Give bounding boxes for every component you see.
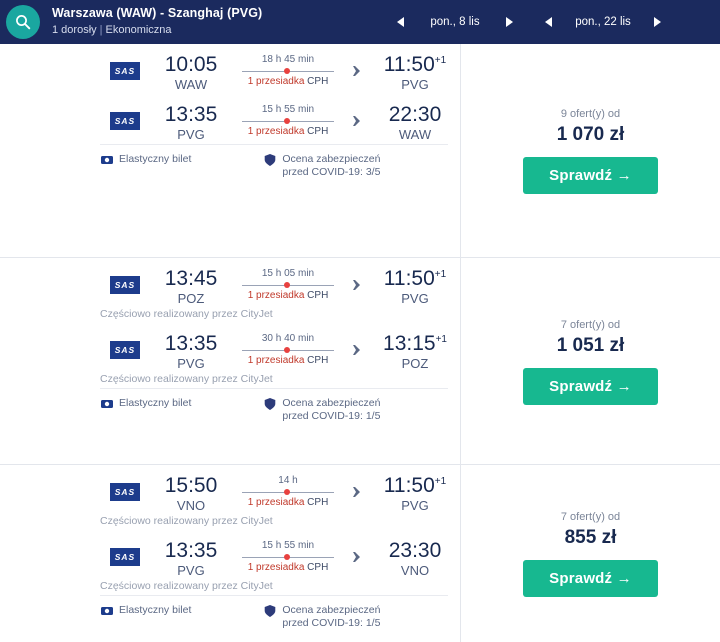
- operated-by-note: Częściowo realizowany przez CityJet: [100, 373, 273, 385]
- flexible-ticket-icon: [100, 153, 114, 167]
- outbound-next-day-button[interactable]: [498, 0, 520, 44]
- plane-icon: [342, 114, 364, 128]
- airline-logo: SAS: [110, 112, 140, 130]
- departure-airport: WAW: [174, 77, 208, 92]
- covid-rating-label: [282, 604, 380, 630]
- plane-icon: [342, 485, 364, 499]
- itinerary-badges: [100, 144, 448, 189]
- departure-time: 15:50: [164, 474, 218, 497]
- plane-icon: [342, 550, 364, 564]
- leg-middle: [238, 333, 338, 367]
- stop-dot-icon: [284, 282, 290, 288]
- arrival-time: 22:30: [388, 103, 442, 126]
- leg-stops: 1 przesiadka CPH: [247, 355, 329, 366]
- date-navigation: [390, 0, 668, 44]
- leg-duration: 18 h 45 min: [261, 54, 315, 65]
- shield-icon: [263, 604, 277, 618]
- search-icon: [15, 14, 31, 30]
- offers-count: 7 ofert(y) od: [560, 318, 621, 331]
- covid-rating-line2: przed COVID-19: 1/5: [282, 617, 381, 629]
- leg-stops: 1 przesiadka CPH: [247, 497, 329, 508]
- arrival-time: $11:50^{+1}$: [383, 267, 447, 290]
- return-date-label[interactable]: pon., 22 lis: [575, 16, 631, 28]
- price-amount: 1 051 zł: [556, 334, 625, 356]
- outbound-date-group: [390, 0, 520, 44]
- arrival-time: $13:15^{+1}$: [383, 332, 447, 355]
- departure-airport: POZ: [177, 291, 205, 306]
- flexible-ticket-icon: [100, 397, 114, 411]
- arrival-time: $11:50^{+1}$: [383, 53, 447, 76]
- flight-leg: [0, 94, 460, 144]
- itinerary-card[interactable]: [0, 258, 460, 465]
- flexible-ticket-icon: [100, 604, 114, 618]
- covid-rating-line1: Ocena zabezpieczeń: [282, 153, 381, 165]
- flight-leg: [0, 530, 460, 580]
- departure-airport: PVG: [177, 356, 205, 371]
- stop-airport-code: CPH: [307, 355, 329, 366]
- leg-line: [238, 552, 338, 562]
- stop-dot-icon: [284, 489, 290, 495]
- covid-rating-line1: Ocena zabezpieczeń: [282, 604, 381, 616]
- price-list: [460, 44, 720, 642]
- arrival-time: $11:50^{+1}$: [383, 474, 447, 497]
- arrival-airport: PVG: [401, 291, 429, 306]
- arrival-block: [372, 263, 458, 307]
- chevron-right-icon: [504, 16, 514, 28]
- leg-middle: [238, 540, 338, 574]
- departure-time: 10:05: [164, 53, 218, 76]
- arrival-airport: POZ: [401, 356, 429, 371]
- outbound-prev-day-button[interactable]: [390, 0, 412, 44]
- leg-line: [238, 66, 338, 76]
- covid-rating-label: [282, 153, 380, 179]
- arrival-airport: PVG: [401, 77, 429, 92]
- price-card: [461, 465, 720, 642]
- stop-dot-icon: [284, 347, 290, 353]
- arrival-day-offset: +1: [434, 476, 447, 487]
- plane-icon: [342, 278, 364, 292]
- leg-middle: [238, 104, 338, 138]
- search-button[interactable]: [6, 5, 40, 39]
- departure-airport: VNO: [176, 498, 206, 513]
- leg-duration: 30 h 40 min: [261, 333, 315, 344]
- departure-time: 13:45: [164, 267, 218, 290]
- stop-dot-icon: [284, 118, 290, 124]
- search-header: [0, 0, 720, 44]
- arrival-block: [372, 49, 458, 93]
- leg-line: [238, 345, 338, 355]
- flexible-ticket-label: Elastyczny bilet: [119, 153, 192, 165]
- flight-leg: [0, 323, 460, 373]
- leg-duration: 15 h 55 min: [261, 540, 315, 551]
- chevron-left-icon: [544, 16, 554, 28]
- leg-stops: 1 przesiadka CPH: [247, 562, 329, 573]
- stop-airport-code: CPH: [307, 290, 329, 301]
- airline-logo: SAS: [110, 483, 140, 501]
- airline-logo: SAS: [110, 548, 140, 566]
- stop-airport-code: CPH: [307, 497, 329, 508]
- arrival-day-offset: +1: [434, 269, 447, 280]
- leg-line: [238, 280, 338, 290]
- leg-middle: [238, 268, 338, 302]
- leg-line: [238, 116, 338, 126]
- passengers-label: 1 dorosły: [52, 24, 97, 36]
- departure-time: 13:35: [164, 539, 218, 562]
- covid-rating-line2: przed COVID-19: 3/5: [282, 166, 381, 178]
- departure-block: [148, 328, 234, 372]
- arrival-airport: PVG: [401, 498, 429, 513]
- route-summary[interactable]: [52, 6, 262, 38]
- chevron-right-icon: [652, 16, 662, 28]
- leg-duration: 15 h 55 min: [261, 104, 315, 115]
- plane-icon: [342, 64, 364, 78]
- itinerary-card[interactable]: [0, 44, 460, 258]
- departure-block: [148, 535, 234, 579]
- check-offer-button[interactable]: Sprawdź →: [523, 157, 658, 194]
- airline-logo: SAS: [110, 341, 140, 359]
- check-offer-button[interactable]: Sprawdź →: [523, 368, 658, 405]
- departure-block: [148, 263, 234, 307]
- departure-time: 13:35: [164, 332, 218, 355]
- price-amount: 855 zł: [564, 527, 617, 548]
- covid-rating-line1: Ocena zabezpieczeń: [282, 397, 381, 409]
- arrival-time: 23:30: [388, 539, 442, 562]
- shield-icon: [263, 397, 277, 411]
- arrival-block: [372, 328, 458, 372]
- departure-block: [148, 49, 234, 93]
- departure-airport: PVG: [177, 127, 205, 142]
- departure-airport: PVG: [177, 563, 205, 578]
- arrival-day-offset: +1: [434, 55, 447, 66]
- leg-duration: 14 h: [278, 475, 298, 486]
- covid-rating-badge: [263, 604, 380, 630]
- arrival-airport: VNO: [400, 563, 430, 578]
- leg-stops: 1 przesiadka CPH: [247, 76, 329, 87]
- leg-stops: 1 przesiadka CPH: [247, 126, 329, 137]
- price-amount: 1 070 zł: [556, 124, 625, 145]
- leg-middle: [238, 54, 338, 88]
- stop-airport-code: CPH: [307, 76, 329, 87]
- chevron-left-icon: [396, 16, 406, 28]
- outbound-date-label[interactable]: pon., 8 lis: [430, 16, 480, 28]
- return-next-day-button[interactable]: [646, 0, 668, 44]
- plane-icon: [342, 343, 364, 357]
- itinerary-badges: [100, 388, 448, 433]
- cabin-label: Ekonomiczna: [105, 24, 172, 36]
- offers-count: 7 ofert(y) od: [560, 511, 621, 523]
- return-date-group: [538, 0, 668, 44]
- airline-logo: SAS: [110, 62, 140, 80]
- operated-by-note: Częściowo realizowany przez CityJet: [100, 580, 273, 592]
- flexible-ticket-label: Elastyczny bilet: [119, 604, 192, 616]
- itinerary-card[interactable]: [0, 465, 460, 642]
- flight-leg: [0, 465, 460, 515]
- check-offer-button[interactable]: Sprawdź →: [523, 560, 658, 597]
- flight-leg: [0, 44, 460, 94]
- flight-leg: [0, 258, 460, 308]
- leg-duration: 15 h 05 min: [261, 268, 315, 279]
- shield-icon: [263, 153, 277, 167]
- itinerary-badges: [100, 595, 448, 640]
- covid-rating-label: [282, 397, 380, 423]
- price-card: [461, 258, 720, 465]
- arrival-day-offset: +1: [435, 334, 447, 345]
- arrival-block: [372, 535, 458, 579]
- flexible-ticket-badge: [100, 604, 191, 618]
- subtitle-separator: |: [99, 24, 103, 36]
- airline-logo: SAS: [110, 276, 140, 294]
- offers-count: 9 ofert(y) od: [560, 108, 621, 120]
- route-title: Warszawa (WAW) - Szanghaj (PVG): [52, 6, 263, 20]
- itinerary-list: [0, 44, 460, 642]
- leg-middle: [238, 475, 338, 509]
- operated-by-note: Częściowo realizowany przez CityJet: [100, 515, 273, 527]
- stop-dot-icon: [284, 554, 290, 560]
- covid-rating-line2: przed COVID-19: 1/5: [282, 410, 381, 422]
- arrival-block: [372, 470, 458, 514]
- operated-by-note: Częściowo realizowany przez CityJet: [100, 308, 273, 320]
- return-prev-day-button[interactable]: [538, 0, 560, 44]
- price-card: [461, 44, 720, 258]
- route-subtitle: [52, 23, 262, 38]
- covid-rating-badge: [263, 153, 380, 179]
- covid-rating-badge: [263, 397, 380, 423]
- flexible-ticket-badge: [100, 397, 191, 411]
- leg-line: [238, 487, 338, 497]
- departure-block: [148, 99, 234, 143]
- results-content: [0, 44, 720, 642]
- arrival-airport: WAW: [398, 127, 432, 142]
- departure-block: [148, 470, 234, 514]
- stop-airport-code: CPH: [307, 562, 329, 573]
- flexible-ticket-badge: [100, 153, 191, 167]
- flexible-ticket-label: Elastyczny bilet: [119, 397, 192, 409]
- departure-time: 13:35: [164, 103, 218, 126]
- stop-airport-code: CPH: [307, 126, 329, 137]
- arrival-block: [372, 99, 458, 143]
- stop-dot-icon: [284, 68, 290, 74]
- leg-stops: 1 przesiadka CPH: [247, 290, 329, 301]
